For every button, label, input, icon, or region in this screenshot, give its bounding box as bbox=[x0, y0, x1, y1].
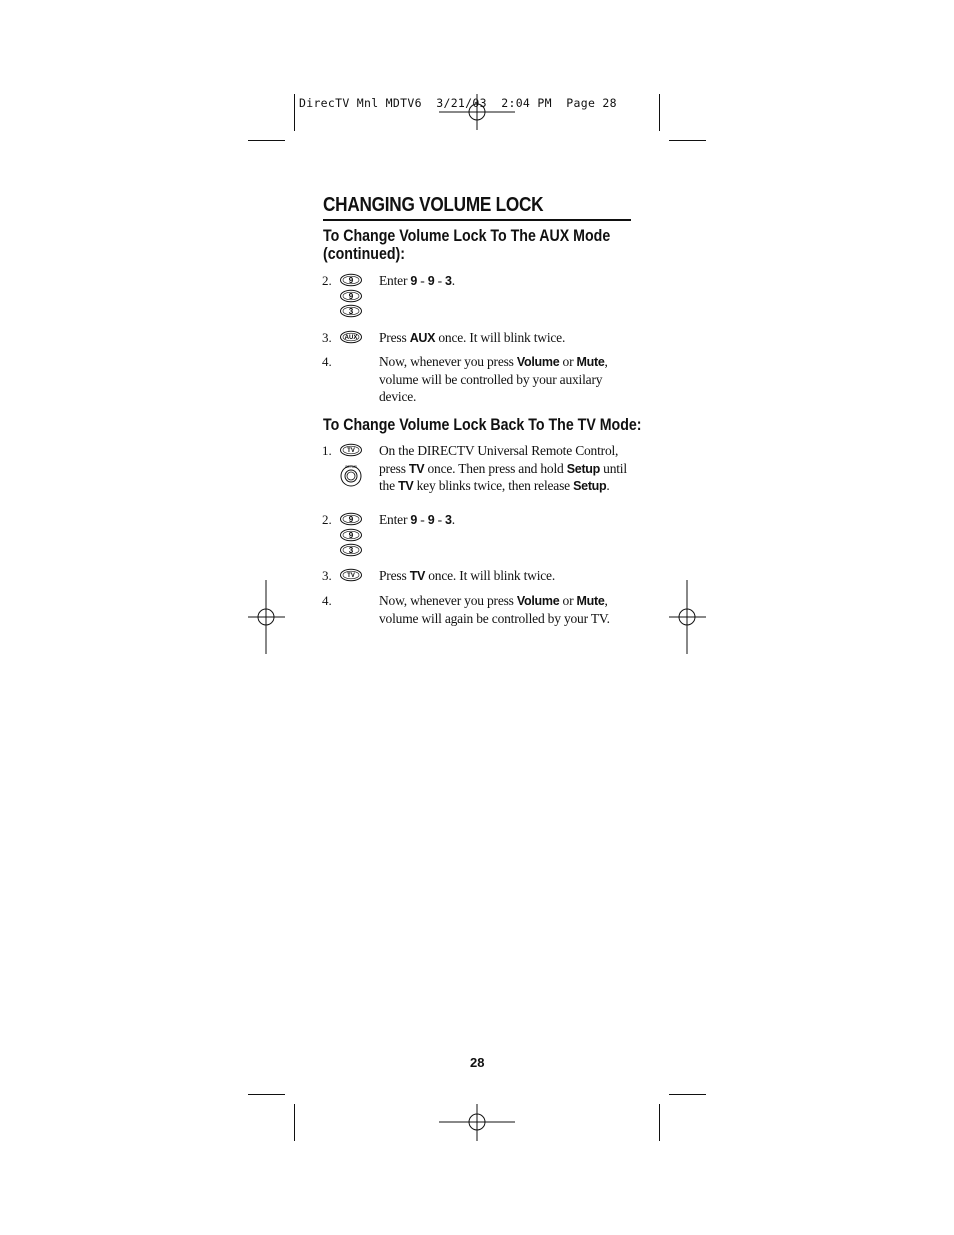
aux-button-icon bbox=[339, 330, 363, 344]
step-text-line: volume will again be controlled by your TV. bbox=[379, 610, 610, 626]
step-text-line: volume will be controlled by your auxilary bbox=[379, 371, 603, 387]
svg-text:9: 9 bbox=[348, 291, 354, 301]
print-slug: DirecTV Mnl MDTV6 3/21/03 2:04 PM Page 28 bbox=[299, 96, 617, 110]
step-text-line: Press AUX once. It will blink twice. bbox=[379, 330, 566, 345]
digit-9-button-icon bbox=[339, 512, 363, 526]
key-name: 9 bbox=[410, 513, 418, 527]
step-text-line: On the DIRECTV Universal Remote Control, bbox=[379, 443, 619, 458]
key-name: Setup bbox=[566, 461, 600, 476]
step-text-line: the TV key blinks twice, then release Setup. bbox=[379, 478, 610, 493]
step-number: 4. bbox=[322, 593, 332, 608]
tv-button-icon bbox=[339, 443, 363, 457]
step-number: 1. bbox=[322, 443, 332, 458]
step-text-line: Now, whenever you press Volume or Mute, bbox=[379, 354, 608, 369]
key-name: AUX bbox=[409, 331, 436, 345]
key-name: 9 bbox=[427, 513, 435, 527]
digit-9-button-icon bbox=[339, 528, 363, 542]
section-title-tv: To Change Volume Lock Back To The TV Mode: bbox=[323, 416, 642, 434]
step-number: 2. bbox=[322, 273, 332, 288]
section-title-aux-line2: (continued): bbox=[323, 245, 405, 263]
key-name: Mute bbox=[576, 355, 605, 369]
step-text-line: Now, whenever you press Volume or Mute, bbox=[379, 593, 608, 608]
section-title-aux-line1: To Change Volume Lock To The AUX Mode bbox=[323, 227, 611, 245]
step-number: 4. bbox=[322, 354, 332, 369]
svg-text:9: 9 bbox=[348, 530, 354, 540]
tv-button-icon bbox=[339, 568, 363, 582]
digit-9-button-icon bbox=[339, 273, 363, 287]
digit-3-button-icon bbox=[339, 304, 363, 318]
svg-text:9: 9 bbox=[348, 515, 354, 524]
step-text-line: device. bbox=[379, 389, 417, 404]
svg-text:TV: TV bbox=[347, 573, 355, 579]
svg-text:TV: TV bbox=[347, 448, 355, 454]
key-name: Volume bbox=[516, 594, 560, 608]
step-text-line: Enter 9 - 9 - 3. bbox=[379, 273, 455, 288]
key-name: TV bbox=[408, 461, 425, 476]
key-name: 3 bbox=[445, 513, 452, 527]
key-name: TV bbox=[398, 479, 414, 493]
svg-text:3: 3 bbox=[348, 546, 354, 555]
key-name: Volume bbox=[516, 355, 560, 369]
key-name: TV bbox=[409, 569, 426, 583]
step-text-line: press TV once. Then press and hold Setup until bbox=[379, 460, 627, 476]
key-name: Mute bbox=[576, 594, 605, 608]
key-name: Setup bbox=[573, 479, 607, 493]
key-name: 3 bbox=[445, 274, 452, 288]
page-title: CHANGING VOLUME LOCK bbox=[323, 194, 544, 216]
digit-9-button-icon bbox=[339, 289, 363, 303]
key-name: 9 bbox=[410, 274, 418, 288]
setup-button-icon bbox=[339, 463, 363, 487]
step-number: 3. bbox=[322, 330, 332, 345]
svg-text:9: 9 bbox=[348, 276, 354, 285]
page-number: 28 bbox=[470, 1055, 485, 1070]
step-number: 2. bbox=[322, 512, 332, 527]
svg-text:SETUP: SETUP bbox=[345, 464, 357, 469]
digit-3-button-icon bbox=[339, 543, 363, 557]
key-name: 9 bbox=[427, 274, 435, 288]
step-number: 3. bbox=[322, 568, 332, 583]
svg-text:3: 3 bbox=[348, 307, 354, 316]
svg-text:AUX: AUX bbox=[344, 335, 358, 341]
title-rule bbox=[323, 219, 631, 221]
step-text-line: Enter 9 - 9 - 3. bbox=[379, 512, 455, 527]
step-text-line: Press TV once. It will blink twice. bbox=[379, 568, 556, 583]
